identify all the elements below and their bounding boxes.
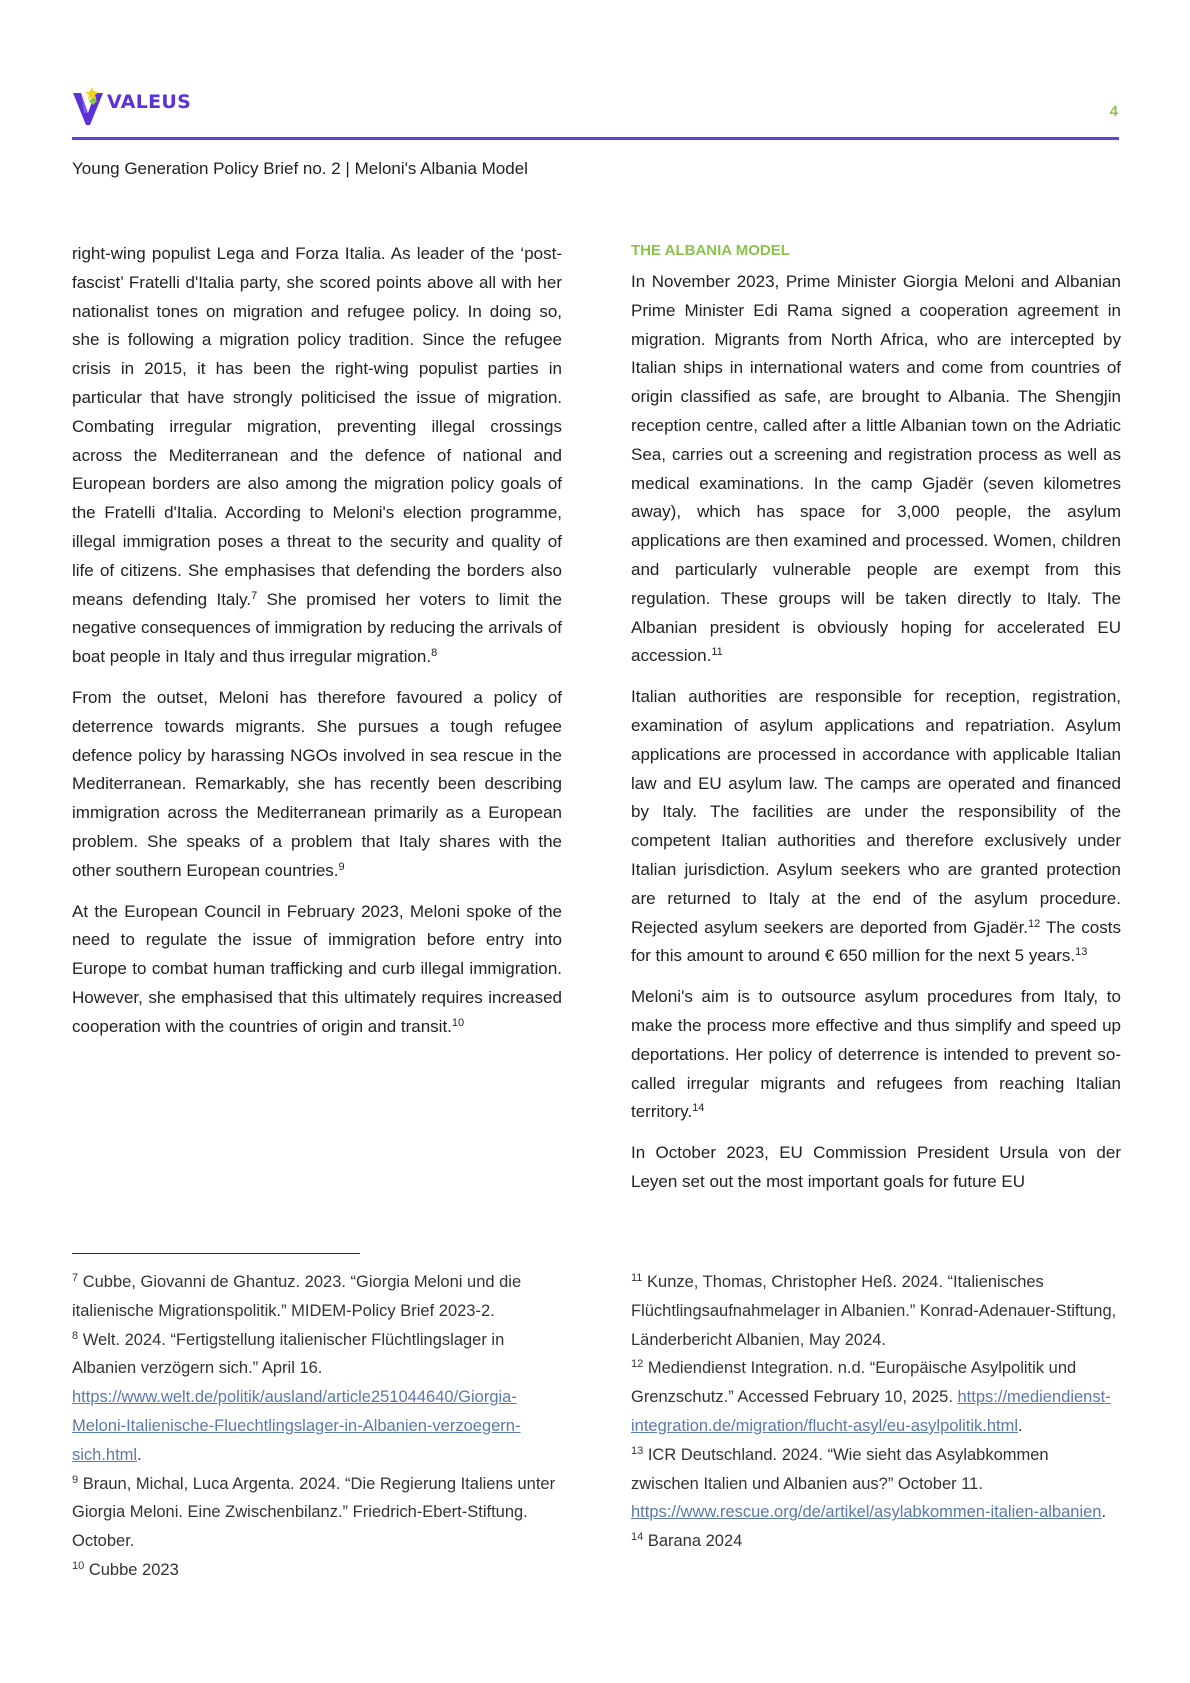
footnote-10: $^{10}$ Cubbe 2023 bbox=[72, 1559, 179, 1579]
running-header-title: Young Generation Policy Brief no. 2 | Meloni's Albania Model bbox=[72, 159, 528, 178]
valeus-v-icon bbox=[71, 83, 105, 127]
right-paragraph-3: Meloni's aim is to outsource asylum procedures from Italy, to make the process more effective and thus simplify and speed up deportations. Her policy of deterrence is intended to prevent so-called irregular migrants and refugees from reaching Italian territory.$^{14}$ bbox=[631, 987, 1121, 1122]
footnote-ref-13[interactable]: 13 bbox=[1075, 946, 1088, 959]
left-paragraph-2: From the outset, Meloni has therefore favoured a policy of deterrence towards migrants. She pursues a tough refugee defence policy by harassing NGOs involved in sea rescue in the Mediterranean. Remarkably, she has recently been describing immigration across the Mediterranean primarily as a European problem. She speaks of a problem that Italy shares with the other southern European countries.$^9$ bbox=[72, 687, 562, 880]
footnote-ref-11[interactable]: 11 bbox=[711, 646, 723, 659]
left-paragraph-1: right-wing populist Lega and Forza Italia. As leader of the ‘post-fascist’ Fratelli d'Italia party, she scored points above all with her nationalist tones on migration and refugee policy. In doing so, she is following a migration policy tradition. Since the refugee crisis in 2015, it has been the right-wing populist parties in particular that have strongly politicised the issue of migration. Combating irregular migration, preventing illegal crossings across the Mediterranean and the defence of national and European borders are also among the migration policy goals of the Fratelli d'Italia. According to Meloni's election programme, illegal immigration poses a threat to the security and quality of life of citizens. She emphasises that defending the borders also means defending Italy.$^7$ She promised her voters to limit the negative consequences of immigration by reducing the arrivals of boat people in Italy and thus irregular migration.$^8$ bbox=[72, 244, 562, 667]
left-column bbox=[72, 240, 562, 1054]
right-column bbox=[631, 240, 1121, 1209]
footnotes-right bbox=[631, 1268, 1121, 1556]
footnote-13-link[interactable]: https://www.rescue.org/de/artikel/asylabkommen-italien-albanien bbox=[631, 1503, 1102, 1522]
footnote-13: $^{13}$ ICR Deutschland. 2024. “Wie sieht das Asylabkommen zwischen Italien und Albanien aus?” October 11. https://www.rescue.org/de/artikel/asylabkommen-italien-albanien. bbox=[631, 1444, 1107, 1522]
footnote-separator bbox=[72, 1253, 360, 1254]
footnote-ref-7[interactable]: 7 bbox=[251, 589, 258, 602]
footnote-ref-14[interactable]: 14 bbox=[692, 1102, 705, 1115]
footnote-ref-8[interactable]: 8 bbox=[431, 647, 438, 660]
footnote-12: $^{12}$ Mediendienst Integration. n.d. “Europäische Asylpolitik und Grenzschutz.” Accessed February 10, 2025. https://mediendienst-integration.de/migration/flucht-asyl/eu-asylpolitik.html. bbox=[631, 1358, 1111, 1435]
footnote-7: $^7$ Cubbe, Giovanni de Ghantuz. 2023. “Giorgia Meloni und die italienische Migrationspolitik.” MIDEM-Policy Brief 2023-2. bbox=[72, 1272, 522, 1320]
footnote-ref-12[interactable]: 12 bbox=[1028, 917, 1041, 930]
right-paragraph-1: In November 2023, Prime Minister Giorgia Meloni and Albanian Prime Minister Edi Rama signed a cooperation agreement in migration. Migrants from North Africa, who are intercepted by Italian ships in international waters and come from countries of origin classified as safe, are brought to Albania. The Shengjin reception centre, called after a little Albanian town on the Adriatic Sea, carries out a screening and registration process as well as medical examinations. In the camp Gjadër (seven kilometres away), which has space for 3,000 people, the asylum applications are then examined and processed. Women, children and particularly vulnerable people are exempt from this regulation. These groups will be taken directly to Italy. The Albanian president is obviously hoping for accelerated EU accession.$^{11}$ bbox=[631, 272, 1121, 666]
section-heading: THE ALBANIA MODEL bbox=[631, 242, 790, 259]
right-paragraph-4: In October 2023, EU Commission President Ursula von der Leyen set out the most important goals for future EU bbox=[631, 1143, 1121, 1191]
footnotes-left bbox=[72, 1268, 562, 1585]
footnote-8: $^8$ Welt. 2024. “Fertigstellung italienischer Flüchtlingslager in Albanien verzögern sich.” April 16. https://www.welt.de/politik/ausland/article251044640/Giorgia-Meloni-Italienische-Fluechtlingslager-in-Albanien-verzoegern-sich.html. bbox=[72, 1329, 521, 1464]
footnote-12-link[interactable]: https://mediendienst-integration.de/migration/flucht-asyl/eu-asylpolitik.html bbox=[631, 1388, 1111, 1435]
footnote-ref-9[interactable]: 9 bbox=[338, 860, 345, 873]
footnote-ref-10[interactable]: 10 bbox=[451, 1016, 465, 1029]
left-paragraph-3: At the European Council in February 2023, Meloni spoke of the need to regulate the issue of immigration before entry into Europe to combat human trafficking and curb illegal immigration. However, she emphasised that this ultimately requires increased cooperation with the countries of origin and transit.$^{10}$ bbox=[72, 901, 562, 1036]
footnote-14: $^{14}$ Barana 2024 bbox=[631, 1531, 743, 1551]
header-rule bbox=[72, 137, 1119, 140]
footnote-11: $^{11}$ Kunze, Thomas, Christopher Heß. 2024. “Italienisches Flüchtlingsaufnahmelager in Albanien.” Konrad-Adenauer-Stiftung, Länderbericht Albanien, May 2024. bbox=[631, 1272, 1117, 1349]
page-number: 4 bbox=[1109, 103, 1118, 120]
footnote-9: $^9$ Braun, Michal, Luca Argenta. 2024. “Die Regierung Italiens unter Giorgia Meloni. Eine Zwischenbilanz.” Friedrich-Ebert-Stiftung. October. bbox=[72, 1473, 556, 1551]
logo-text: VALEUS bbox=[107, 91, 192, 113]
valeus-logo bbox=[71, 83, 191, 127]
right-paragraph-2: Italian authorities are responsible for reception, registration, examination of asylum applications and repatriation. Asylum applications are processed in accordance with applicable Italian law and EU asylum law. The camps are operated and financed by Italy. The facilities are under the responsibility of the competent Italian authorities and therefore exclusively under Italian jurisdiction. Asylum seekers who are granted protection are returned to Italy at the end of the asylum procedure. Rejected asylum seekers are deported from Gjadër.$^{12}$ The costs for this amount to around € 650 million for the next 5 years.$^{13}$ bbox=[631, 687, 1121, 966]
footnote-8-link[interactable]: https://www.welt.de/politik/ausland/article251044640/Giorgia-Meloni-Italienische-Fluechtlingslager-in-Albanien-verzoegern-sich.html bbox=[72, 1388, 521, 1464]
